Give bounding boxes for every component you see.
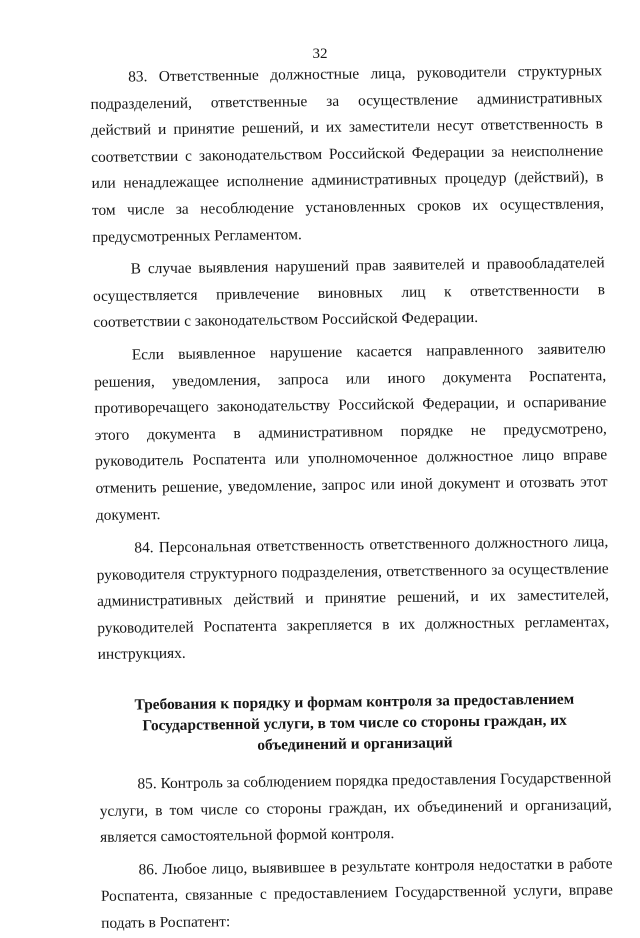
paragraph-85: 85. Контроль за соблюдением порядка предоставления Государственной услуги, в том числе со стороны граждан, их объединений и организаций, является самостоятельной формой контроля.: [99, 769, 612, 847]
paragraph-violation-liability: В случае выявления нарушений прав заявителей и правообладателей осуществляется привлечение виновных лиц к ответственности в соответствии с законодательством Российской Федерации.: [92, 254, 606, 332]
document-body: [90, 58, 613, 937]
page-number: 32: [312, 46, 328, 62]
paragraph-83: 83. Ответственные должностные лица, руководители структурных подразделений, ответственные за осуществление административных действий и принятие решений, и их заместители несут ответственность в соответствии с законодательством Российской Федерации за неисполнение или ненадлежащее исполнение административных процедур (действий), в том числе за несоблюдение установленных сроков их осуществления, предусмотренных Регламентом.: [90, 62, 604, 246]
section-heading: Требования к порядку и формам контроля за предоставлением Государственной услуги, в том числе со стороны граждан, их объединений и организаций: [134, 690, 575, 754]
paragraph-84: 84. Персональная ответственность ответственного должностного лица, руководителя структурного подразделения, ответственного за осуществление административных действий и принятие решений, и их заместителей, руководителей Роспатента закрепляется в их должностных регламентах, инструкциях.: [96, 533, 610, 664]
paragraph-decision-cancellation: Если выявленное нарушение касается направленного заявителю решения, уведомления, запроса или иного документа Роспатента, противоречащего законодательству Российской Федерации, и оспаривание этого документа в административном порядке не предусмотрено, руководитель Роспатента или уполномоченное должностное лицо вправе отменить решение, уведомление, запрос или иной документ и отозвать этот документ.: [94, 340, 608, 524]
paragraph-86: 86. Любое лицо, выявившее в результате контроля недостатки в работе Роспатента, связанные с предоставлением Государственной услуги, вправе подать в Роспатент:: [100, 855, 613, 932]
